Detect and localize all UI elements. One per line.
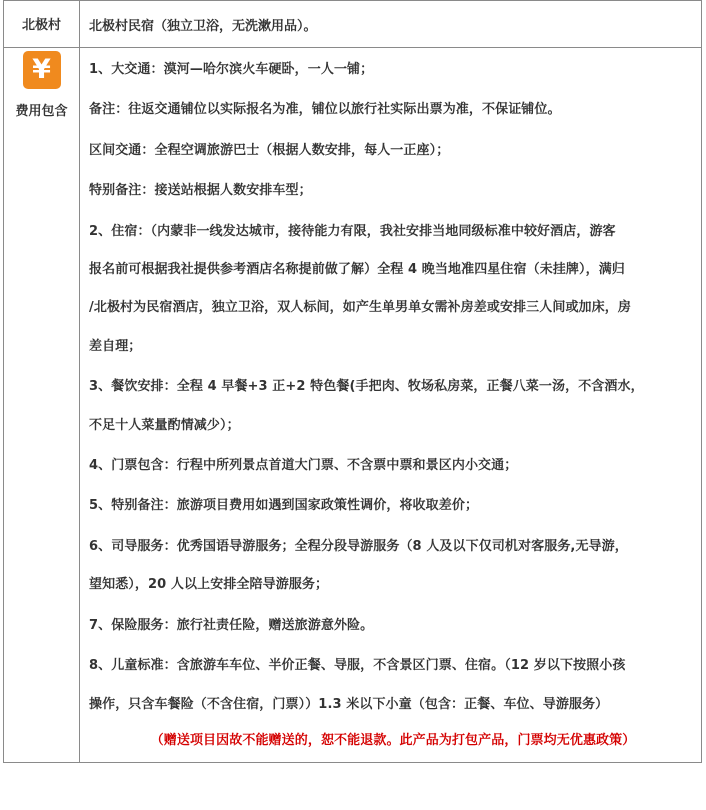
fee-line: 区间交通：全程空调旅游巴士（根据人数安排，每人一正座）； xyxy=(89,142,450,158)
fee-line: 操作，只含车餐险（不含住宿，门票））1.3 米以下小童（包含：正餐、车位、导游服务） xyxy=(89,696,609,712)
fee-line: 5、特别备注：旅游项目费用如遇到国家政策性调价，将收取差价； xyxy=(89,498,479,514)
fee-included-content xyxy=(80,48,702,763)
table-row xyxy=(4,1,702,48)
fee-line: 3、餐饮安排：全程 4 早餐+3 正+2 特色餐(手把肉、牧场私房菜，正餐八菜一汤，不含酒水， xyxy=(89,379,644,395)
fee-line: 4、门票包含：行程中所列景点首道大门票、不含票中票和景区内小交通； xyxy=(89,458,518,474)
fee-line: 不足十人菜量酌情减少）； xyxy=(89,417,240,433)
fee-line: 6、司导服务：优秀国语导游服务；全程分段导游服务（8 人及以下仅司机对客服务,无导游， xyxy=(89,538,628,554)
fee-included-label: 费用包含 xyxy=(15,104,68,119)
fee-line: 特别备注：接送站根据人数安排车型； xyxy=(89,183,312,199)
yen-icon: ¥ xyxy=(23,51,61,89)
fee-line: 望知悉），20 人以上安排全陪导游服务； xyxy=(89,577,329,593)
row-label-beijicun: 北极村 xyxy=(4,1,80,48)
fee-line: 差自理； xyxy=(89,338,142,354)
fee-label-cell xyxy=(4,48,80,763)
fee-line: /北极村为民宿酒店，独立卫浴，双人标间，如产生单男单女需补房差或安排三人间或加床，房 xyxy=(89,300,631,316)
notice-text: （赠送项目因故不能赠送的，恕不能退款。此产品为打包产品，门票均无优惠政策） xyxy=(150,732,636,748)
fee-table xyxy=(3,0,702,763)
fee-line: 1、大交通：漠河—哈尔滨火车硬卧，一人一铺； xyxy=(89,62,374,77)
fee-line: 8、儿童标准：含旅游车车位、半价正餐、导服，不含景区门票、住宿。（12 岁以下按照小孩 xyxy=(89,658,626,674)
row-value-beijicun: 北极村民宿（独立卫浴，无洗漱用品）。 xyxy=(80,1,702,48)
fee-line: 7、保险服务：旅行社责任险，赠送旅游意外险。 xyxy=(89,617,374,633)
fee-line: 备注：往返交通铺位以实际报名为准，铺位以旅行社实际出票为准，不保证铺位。 xyxy=(89,102,561,118)
fee-line: 2、住宿：（内蒙非一线发达城市，接待能力有限，我社安排当地同级标准中较好酒店，游客 xyxy=(89,223,616,239)
fee-line: 报名前可根据我社提供参考酒店名称提前做了解）全程 4 晚当地准四星住宿（未挂牌），满归 xyxy=(89,262,625,278)
table-row xyxy=(4,48,702,763)
